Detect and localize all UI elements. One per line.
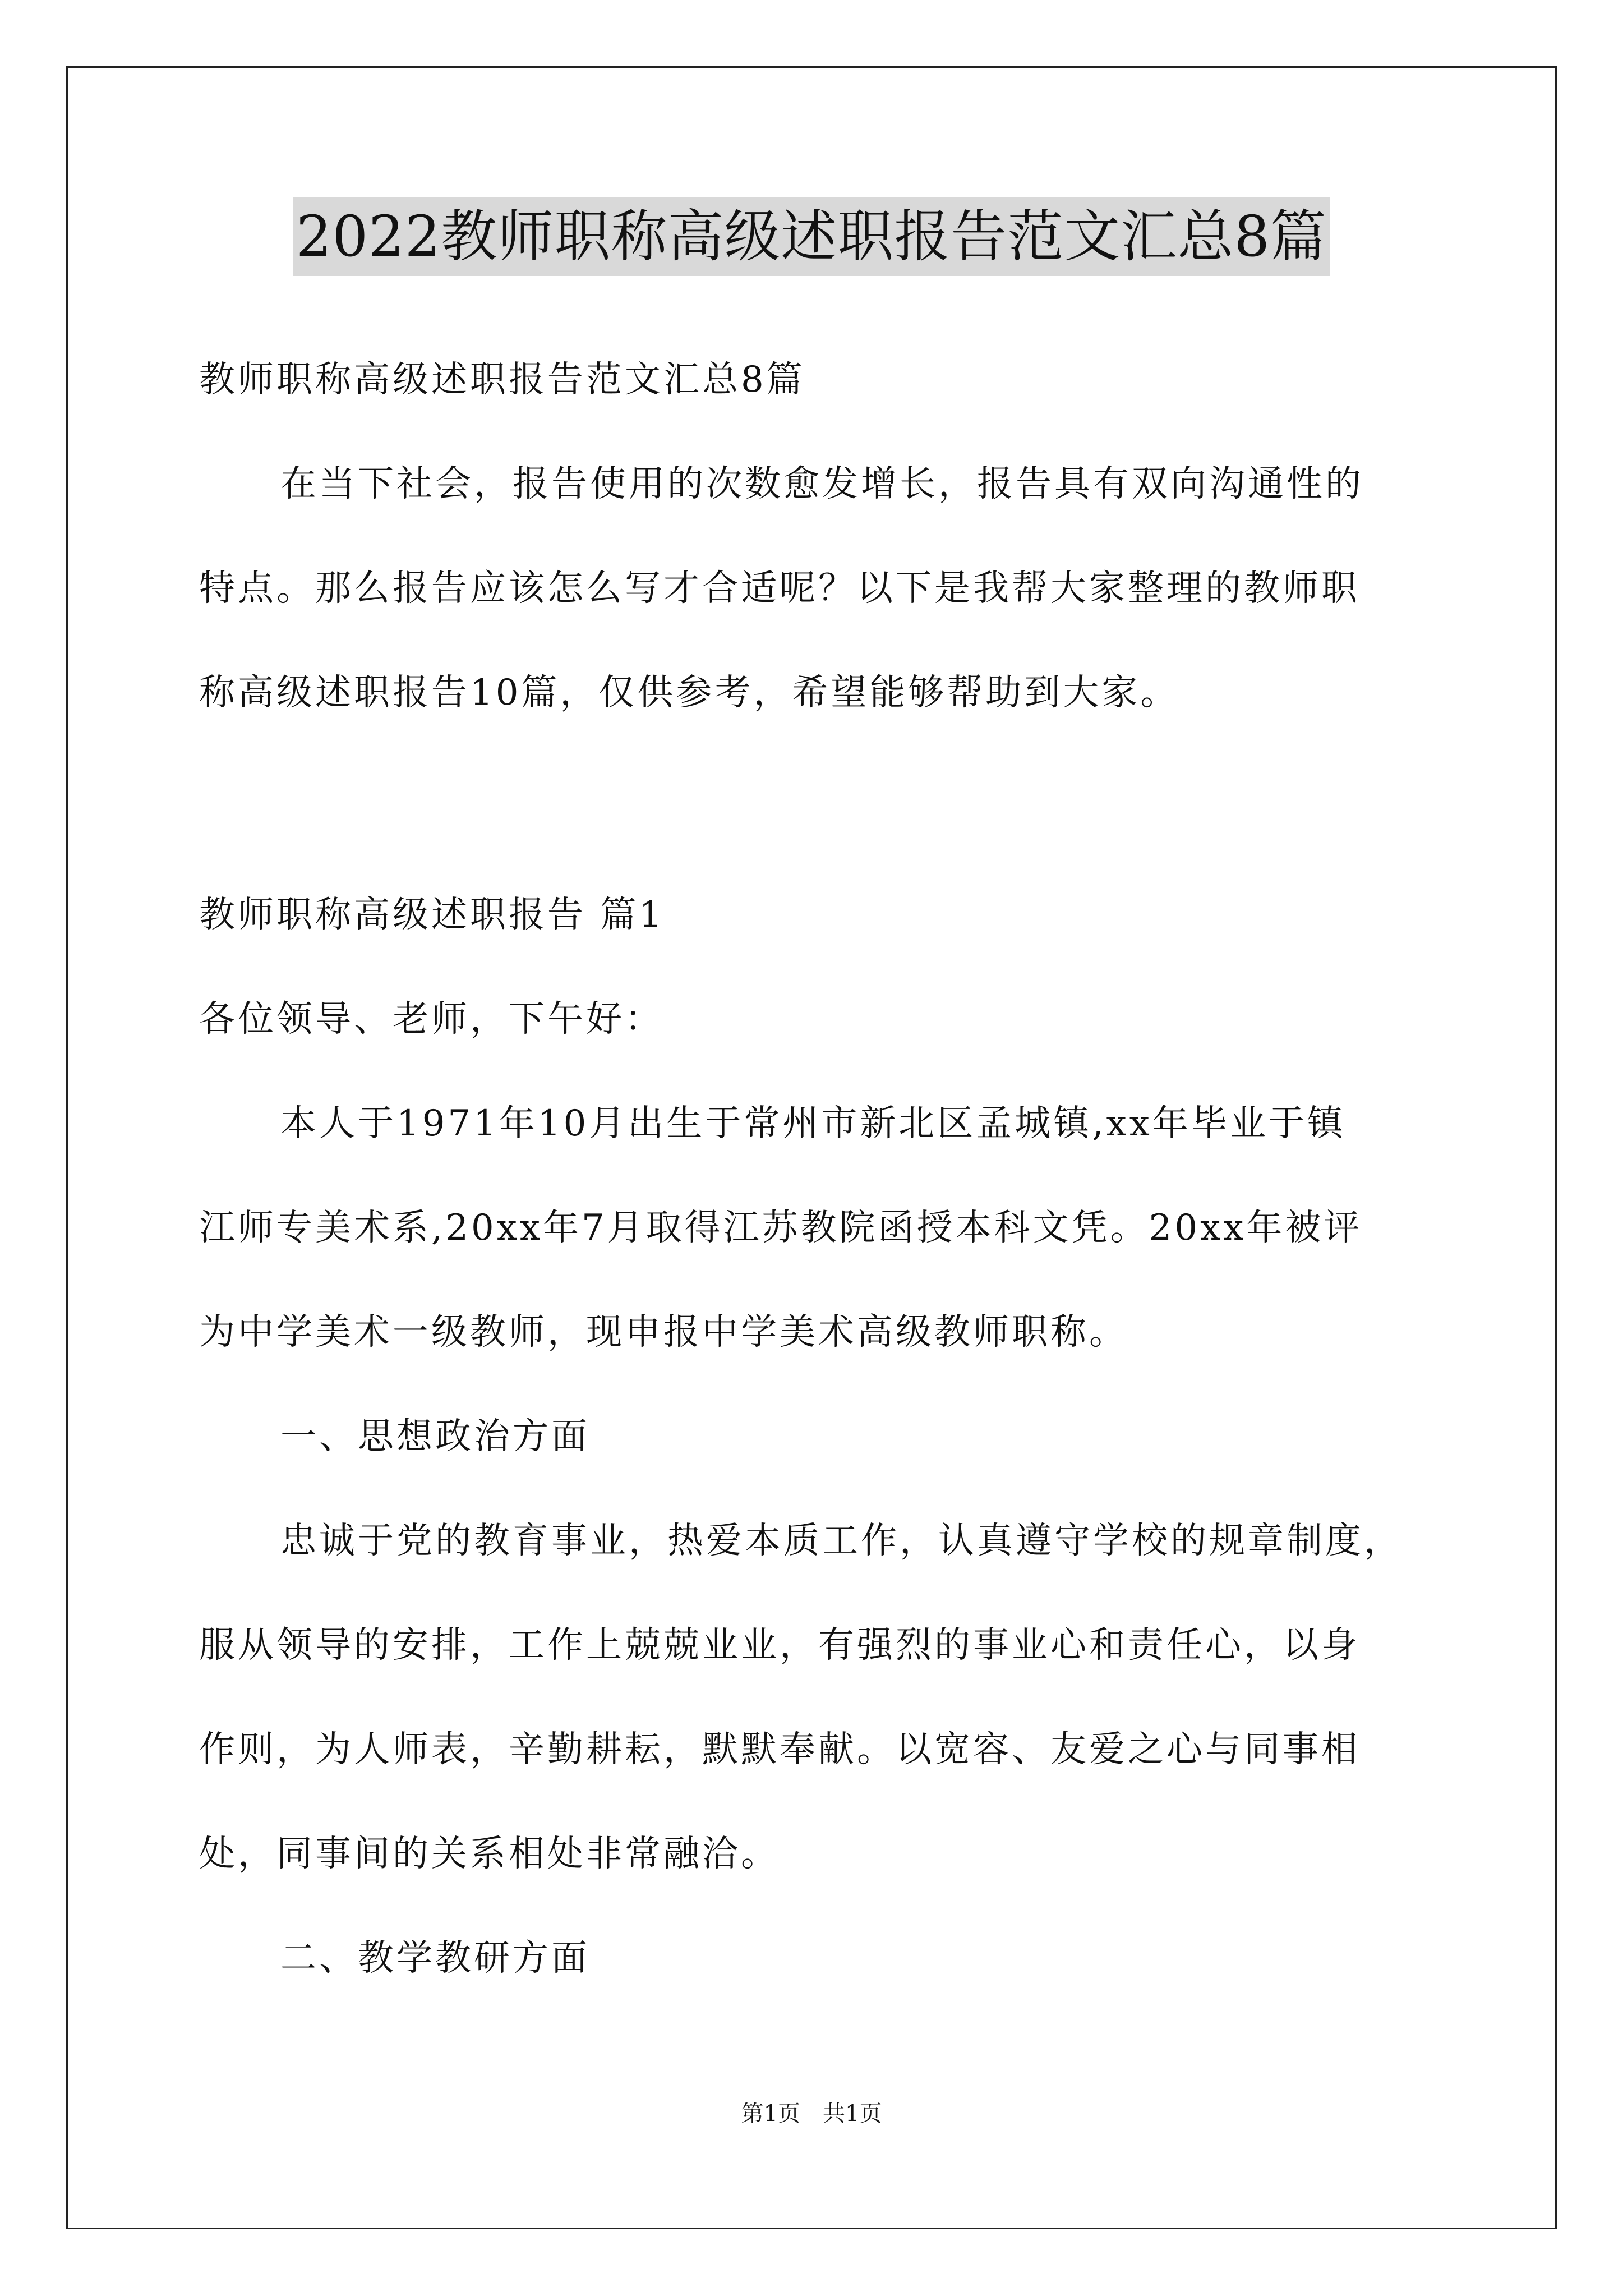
body-line-1: 本人于1971年10月出生于常州市新北区孟城镇,xx年毕业于镇	[280, 1103, 1346, 1144]
subheading-politics: 一、思想政治方面	[280, 1416, 590, 1457]
title-container	[0, 197, 1623, 276]
intro-line-2: 特点。那么报告应该怎么写才合适呢？以下是我帮大家整理的教师职	[199, 568, 1360, 609]
body-line-5: 服从领导的安排，工作上兢兢业业，有强烈的事业心和责任心，以身	[199, 1625, 1360, 1666]
document-title: 2022教师职称高级述职报告范文汇总8篇	[293, 197, 1330, 276]
intro-line-1: 在当下社会，报告使用的次数愈发增长，报告具有双向沟通性的	[280, 463, 1364, 505]
body-line-4: 忠诚于党的教育事业，热爱本质工作，认真遵守学校的规章制度，	[280, 1520, 1403, 1562]
body-line-2: 江师专美术系,20xx年7月取得江苏教院函授本科文凭。20xx年被评	[199, 1207, 1363, 1249]
subtitle-line: 教师职称高级述职报告范文汇总8篇	[199, 359, 805, 401]
page-footer: 第1页 共1页	[741, 2101, 882, 2127]
body-line-6: 作则，为人师表，辛勤耕耘，默默奉献。以宽容、友爱之心与同事相	[199, 1729, 1360, 1770]
subheading-teaching: 二、教学教研方面	[280, 1938, 590, 1979]
body-line-7: 处，同事间的关系相处非常融洽。	[199, 1833, 780, 1875]
intro-line-3: 称高级述职报告10篇，仅供参考，希望能够帮助到大家。	[199, 672, 1179, 714]
section-heading: 教师职称高级述职报告 篇1	[199, 894, 665, 936]
body-line-3: 为中学美术一级教师，现申报中学美术高级教师职称。	[199, 1312, 1128, 1353]
greeting-line: 各位领导、老师，下午好：	[199, 999, 663, 1040]
